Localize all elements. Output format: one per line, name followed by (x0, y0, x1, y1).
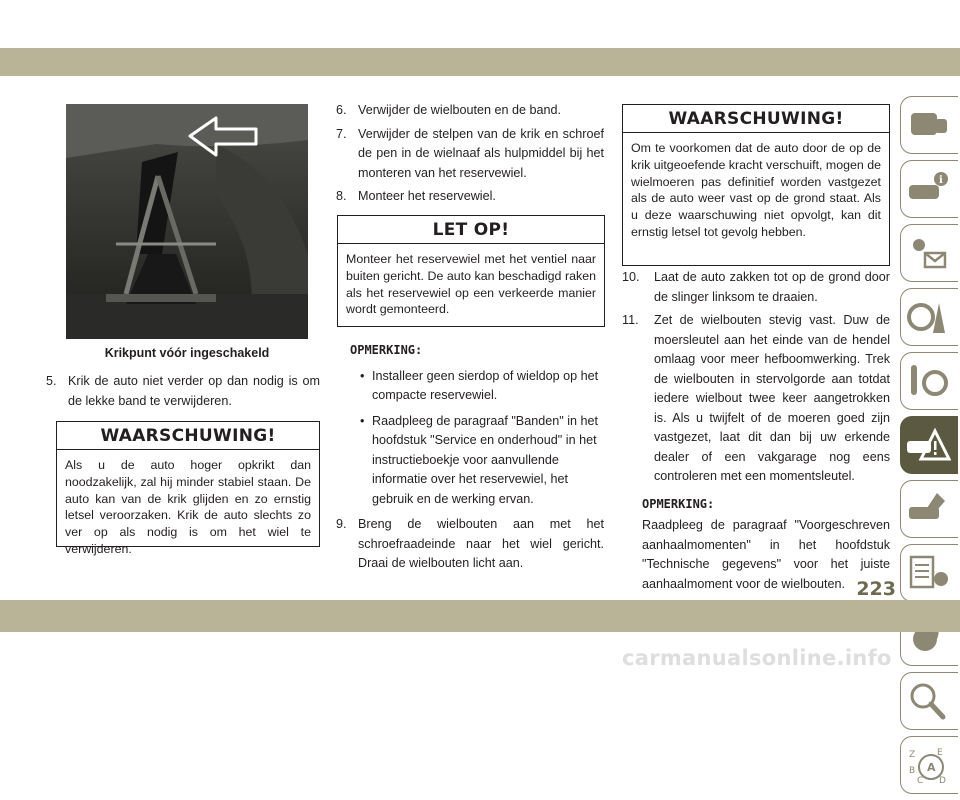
tab-car-info[interactable] (900, 160, 958, 218)
jack-photo (66, 104, 308, 339)
step-10 (622, 268, 890, 307)
step-text: Monteer het reservewiel. (358, 189, 496, 203)
svg-text:Z: Z (909, 750, 916, 760)
car-info-icon (905, 167, 951, 211)
jack-illustration (66, 104, 308, 339)
page-number: 223 (856, 578, 896, 600)
step-number: 6. (336, 103, 347, 117)
column-2-lower (336, 331, 604, 578)
car-interior-icon (905, 103, 951, 147)
column-1 (46, 372, 320, 415)
tab-car-interior[interactable] (900, 96, 958, 154)
warning-title: WAARSCHUWING! (623, 105, 889, 133)
step-number: 9. (336, 517, 347, 531)
warning-text: Als u de auto hoger opkrikt dan noodzakelijk, zal hij minder stabiel staan. De auto kan van de krik glijden en zo ernstig letsel veroorzaken. Krik de auto slechts zo ver op als nodig is om het wiel te verwijderen. (65, 458, 311, 556)
step-11 (622, 311, 890, 487)
tab-roadside-emergency[interactable] (900, 416, 958, 474)
step-6 (336, 101, 604, 121)
footer-band (0, 600, 960, 632)
tab-warning-lights[interactable] (900, 224, 958, 282)
step-text: Breng de wielbouten aan met het schroefraadeinde naar het wiel gericht. Draai de wielbouten licht aan. (358, 517, 604, 570)
warning-text: Om te voorkomen dat de auto door de op de krik uitgeoefende kracht verschuift, mogen de wielmoeren pas definitief worden vastgezet als de auto weer vast op de grond staat. Als u deze waarschuwing niet opvolgt, kan dit ernstig letsel tot gevolg hebben. (631, 141, 882, 239)
step-number: 8. (336, 189, 347, 203)
svg-text:D: D (939, 776, 946, 786)
chapter-tabs (900, 96, 960, 800)
roadside-emergency-icon (905, 423, 951, 467)
warning-lights-icon (905, 231, 951, 275)
tab-specs[interactable] (900, 544, 958, 602)
step-number: 10. (622, 270, 640, 284)
step-text: Verwijder de wielbouten en de band. (358, 103, 562, 117)
note-label: OPMERKING: (642, 496, 715, 511)
svg-text:B: B (909, 766, 916, 776)
bullet-item: • Raadpleeg de paragraaf "Banden" in het hoofdstuk "Service en onderhoud" in het instructieboekje voor aanvullende informatie over het reservewiel, het gebruik en de werking ervan. (360, 413, 599, 506)
svg-text:C: C (917, 776, 924, 786)
watermark: carmanualsonline.info (622, 646, 892, 670)
step-number: 5. (46, 374, 57, 388)
search-icon (905, 679, 951, 723)
step-5 (46, 372, 320, 411)
svg-text:i: i (939, 175, 943, 186)
caution-box (337, 215, 605, 327)
driving-road-icon (905, 295, 951, 339)
steering-tools-icon (905, 359, 951, 403)
step-number: 11. (622, 313, 639, 327)
bullet-text: Installeer geen sierdop of wieldop op het compacte reservewiel. (372, 368, 599, 402)
tab-steering-tools[interactable] (900, 352, 958, 410)
language-index-icon (905, 743, 951, 787)
column-2 (336, 101, 604, 211)
note-text: Raadpleeg de paragraaf "Voorgeschreven aanhaalmomenten" in het hoofdstuk "Technische gegevens" voor het juiste aanhaalmoment voor de wielbouten. (642, 518, 890, 591)
step-number: 7. (336, 126, 347, 141)
caution-title: LET OP! (338, 216, 604, 244)
step-8 (336, 187, 604, 207)
svg-text:A: A (927, 761, 936, 774)
tab-language-index[interactable] (900, 736, 958, 794)
svg-text:E: E (937, 748, 943, 758)
tab-search[interactable] (900, 672, 958, 730)
step-9 (336, 515, 604, 574)
step-7 (336, 125, 604, 184)
step-text: Laat de auto zakken tot op de grond door de slinger linksom te draaien. (654, 270, 890, 304)
figure-caption: Krikpunt vóór ingeschakeld (104, 346, 270, 360)
caution-text: Monteer het reservewiel met het ventiel naar buiten gericht. De auto kan beschadigd raken als het reservewiel op een verkeerde manier wordt gemonteerd. (346, 252, 596, 317)
step-text: Krik de auto niet verder op dan nodig is om de lekke band te verwijderen. (68, 374, 320, 408)
note-label: OPMERKING: (350, 343, 423, 357)
warning-title: WAARSCHUWING! (57, 422, 319, 450)
bullet-text: Raadpleeg de paragraaf "Banden" in het hoofdstuk "Service en onderhoud" in het instructieboekje voor aanvullende informatie over het reservewiel, het gebruik en de werking ervan. (372, 413, 599, 506)
specs-list-icon (905, 551, 951, 595)
car-service-icon (905, 487, 951, 531)
bullet-item: • Installeer geen sierdop of wieldop op het compacte reservewiel. (360, 368, 599, 402)
tab-driving[interactable] (900, 288, 958, 346)
tab-car-service[interactable] (900, 480, 958, 538)
header-band (0, 0, 960, 76)
warning-box-2 (622, 104, 890, 266)
step-text: Verwijder de stelpen van de krik en schroef de pen in de wielnaaf als hulpmiddel bij het monteren van het reservewiel. (358, 126, 604, 180)
column-3 (622, 268, 890, 594)
step-text: Zet de wielbouten stevig vast. Duw de moersleutel aan het einde van de hendel omlaag voor meer hefboomwerking. Trek de wielbouten in stervolgorde aan totdat iedere wielbout twee keer aangetrokken is. Als u twijfelt of de moeren goed zijn vastgezet, laat dit dan bij uw erkende dealer of een vakgarage nog eens controleren met een momentsleutel. (654, 313, 890, 483)
warning-box-1 (56, 421, 320, 556)
